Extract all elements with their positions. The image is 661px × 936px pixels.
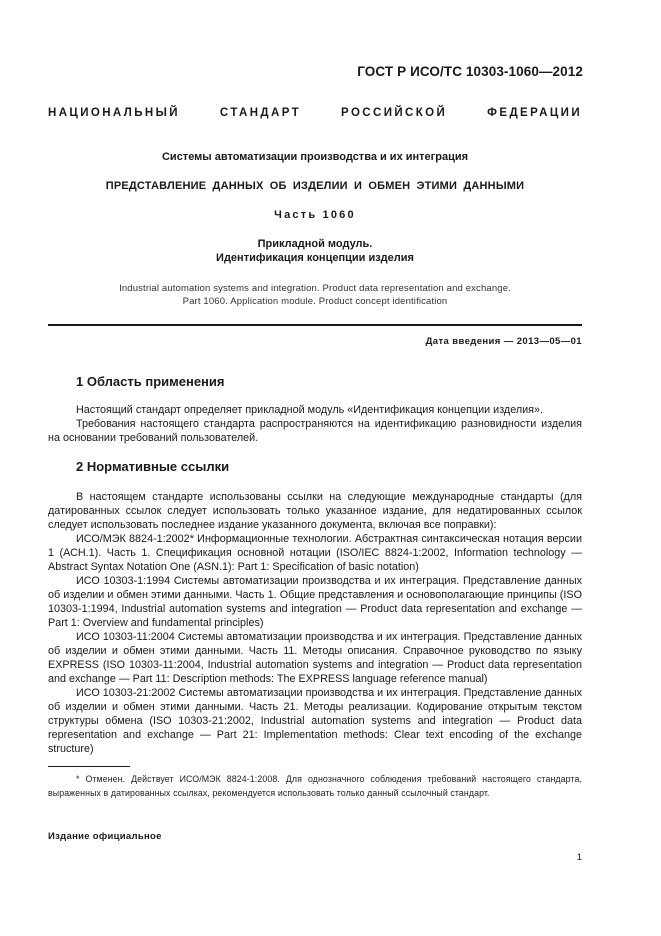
title-representation: ПРЕДСТАВЛЕНИЕ ДАННЫХ ОБ ИЗДЕЛИИ И ОБМЕН ЭТИМИ ДАННЫМИ — [105, 180, 525, 192]
page-number: 1 — [576, 852, 582, 863]
edition-label: Издание официальное — [48, 831, 162, 842]
footnote — [48, 772, 582, 800]
reference-item: ИСО/МЭК 8824-1:2002* Информационные технологии. Абстрактная синтаксическая нотация версии 1 (АСН.1). Часть 1. Спецификация основной нотации (ISO/IEC 8824-1:2002, Information technology — Abstract Syntax Notation One (ASN.1): Part 1: Specification of basic notation) — [48, 533, 582, 573]
introduction-date: Дата введения — 2013—05—01 — [425, 336, 582, 347]
standard-number: ГОСТ Р ИСО/ТС 10303-1060—2012 — [357, 64, 583, 79]
paragraph: Настоящий стандарт определяет прикладной модуль «Идентификация концепции изделия». — [76, 404, 544, 416]
reference-item: ИСО 10303-21:2002 Системы автоматизации производства и их интеграция. Представление данных об изделии и обмен этими данными. Часть 21. Методы реализации. Кодирование открытым текстом структуры обмена (ISO 10303-21:2002, Industrial automation systems and integration — Product data representation and exchange — Part 21: Implementation methods: Clear text encoding of the exchange structure) — [48, 687, 582, 755]
english-title-line2: Part 1060. Application module. Product concept identification — [182, 296, 448, 307]
reference-item: ИСО 10303-11:2004 Системы автоматизации производства и их интеграция. Представление данных об изделии и обмен этими данными. Часть 11. Методы описания. Справочное руководство по языку EXPRESS (ISO 10303-11:2004, Industrial automation systems and integration — Product data representation and exchange — Part 11: Description methods: The EXPRESS language reference manual) — [48, 631, 582, 685]
section-1-body — [48, 403, 582, 445]
title-module-line1: Прикладной модуль. — [257, 238, 373, 250]
title-module-line2: Идентификация концепции изделия — [216, 252, 414, 264]
section-2-body — [48, 490, 582, 756]
reference-item: ИСО 10303-1:1994 Системы автоматизации производства и их интеграция. Представление данных об изделии и обмен этими данными. Часть 1. Общие представления и основополагающие принципы (ISO 10303-1:1994, Industrial automation systems and integration — Product data representation and exchange — Part 1: Overview and fundamental principles) — [48, 575, 582, 629]
footnote-rule — [48, 766, 130, 767]
title-part: Часть 1060 — [274, 209, 356, 221]
header-rule — [48, 324, 582, 326]
paragraph: В настоящем стандарте использованы ссылки на следующие международные стандарты (для датированных ссылок следует использовать только указанное издание, для недатированных ссылок следует использовать последнее издание указанного документа, включая все поправки): — [48, 491, 582, 531]
english-title-line1: Industrial automation systems and integration. Product data representation and exchange. — [119, 283, 511, 294]
section-1-heading: 1 Область применения — [76, 374, 225, 389]
national-standard-banner: НАЦИОНАЛЬНЫЙ СТАНДАРТ РОССИЙСКОЙ ФЕДЕРАЦИИ — [48, 107, 582, 119]
paragraph: Требования настоящего стандарта распространяются на идентификацию разновидности изделия на основании требований пользователей. — [48, 418, 582, 444]
section-2-heading: 2 Нормативные ссылки — [76, 459, 230, 474]
title-systems: Системы автоматизации производства и их интеграция — [161, 151, 469, 163]
footnote-text: * Отменен. Действует ИСО/МЭК 8824-1:2008. Для однозначного соблюдения требований настоящего стандарта, выраженных в датированных ссылках, рекомендуется использовать только данный ссылочный стандарт. — [48, 774, 582, 798]
